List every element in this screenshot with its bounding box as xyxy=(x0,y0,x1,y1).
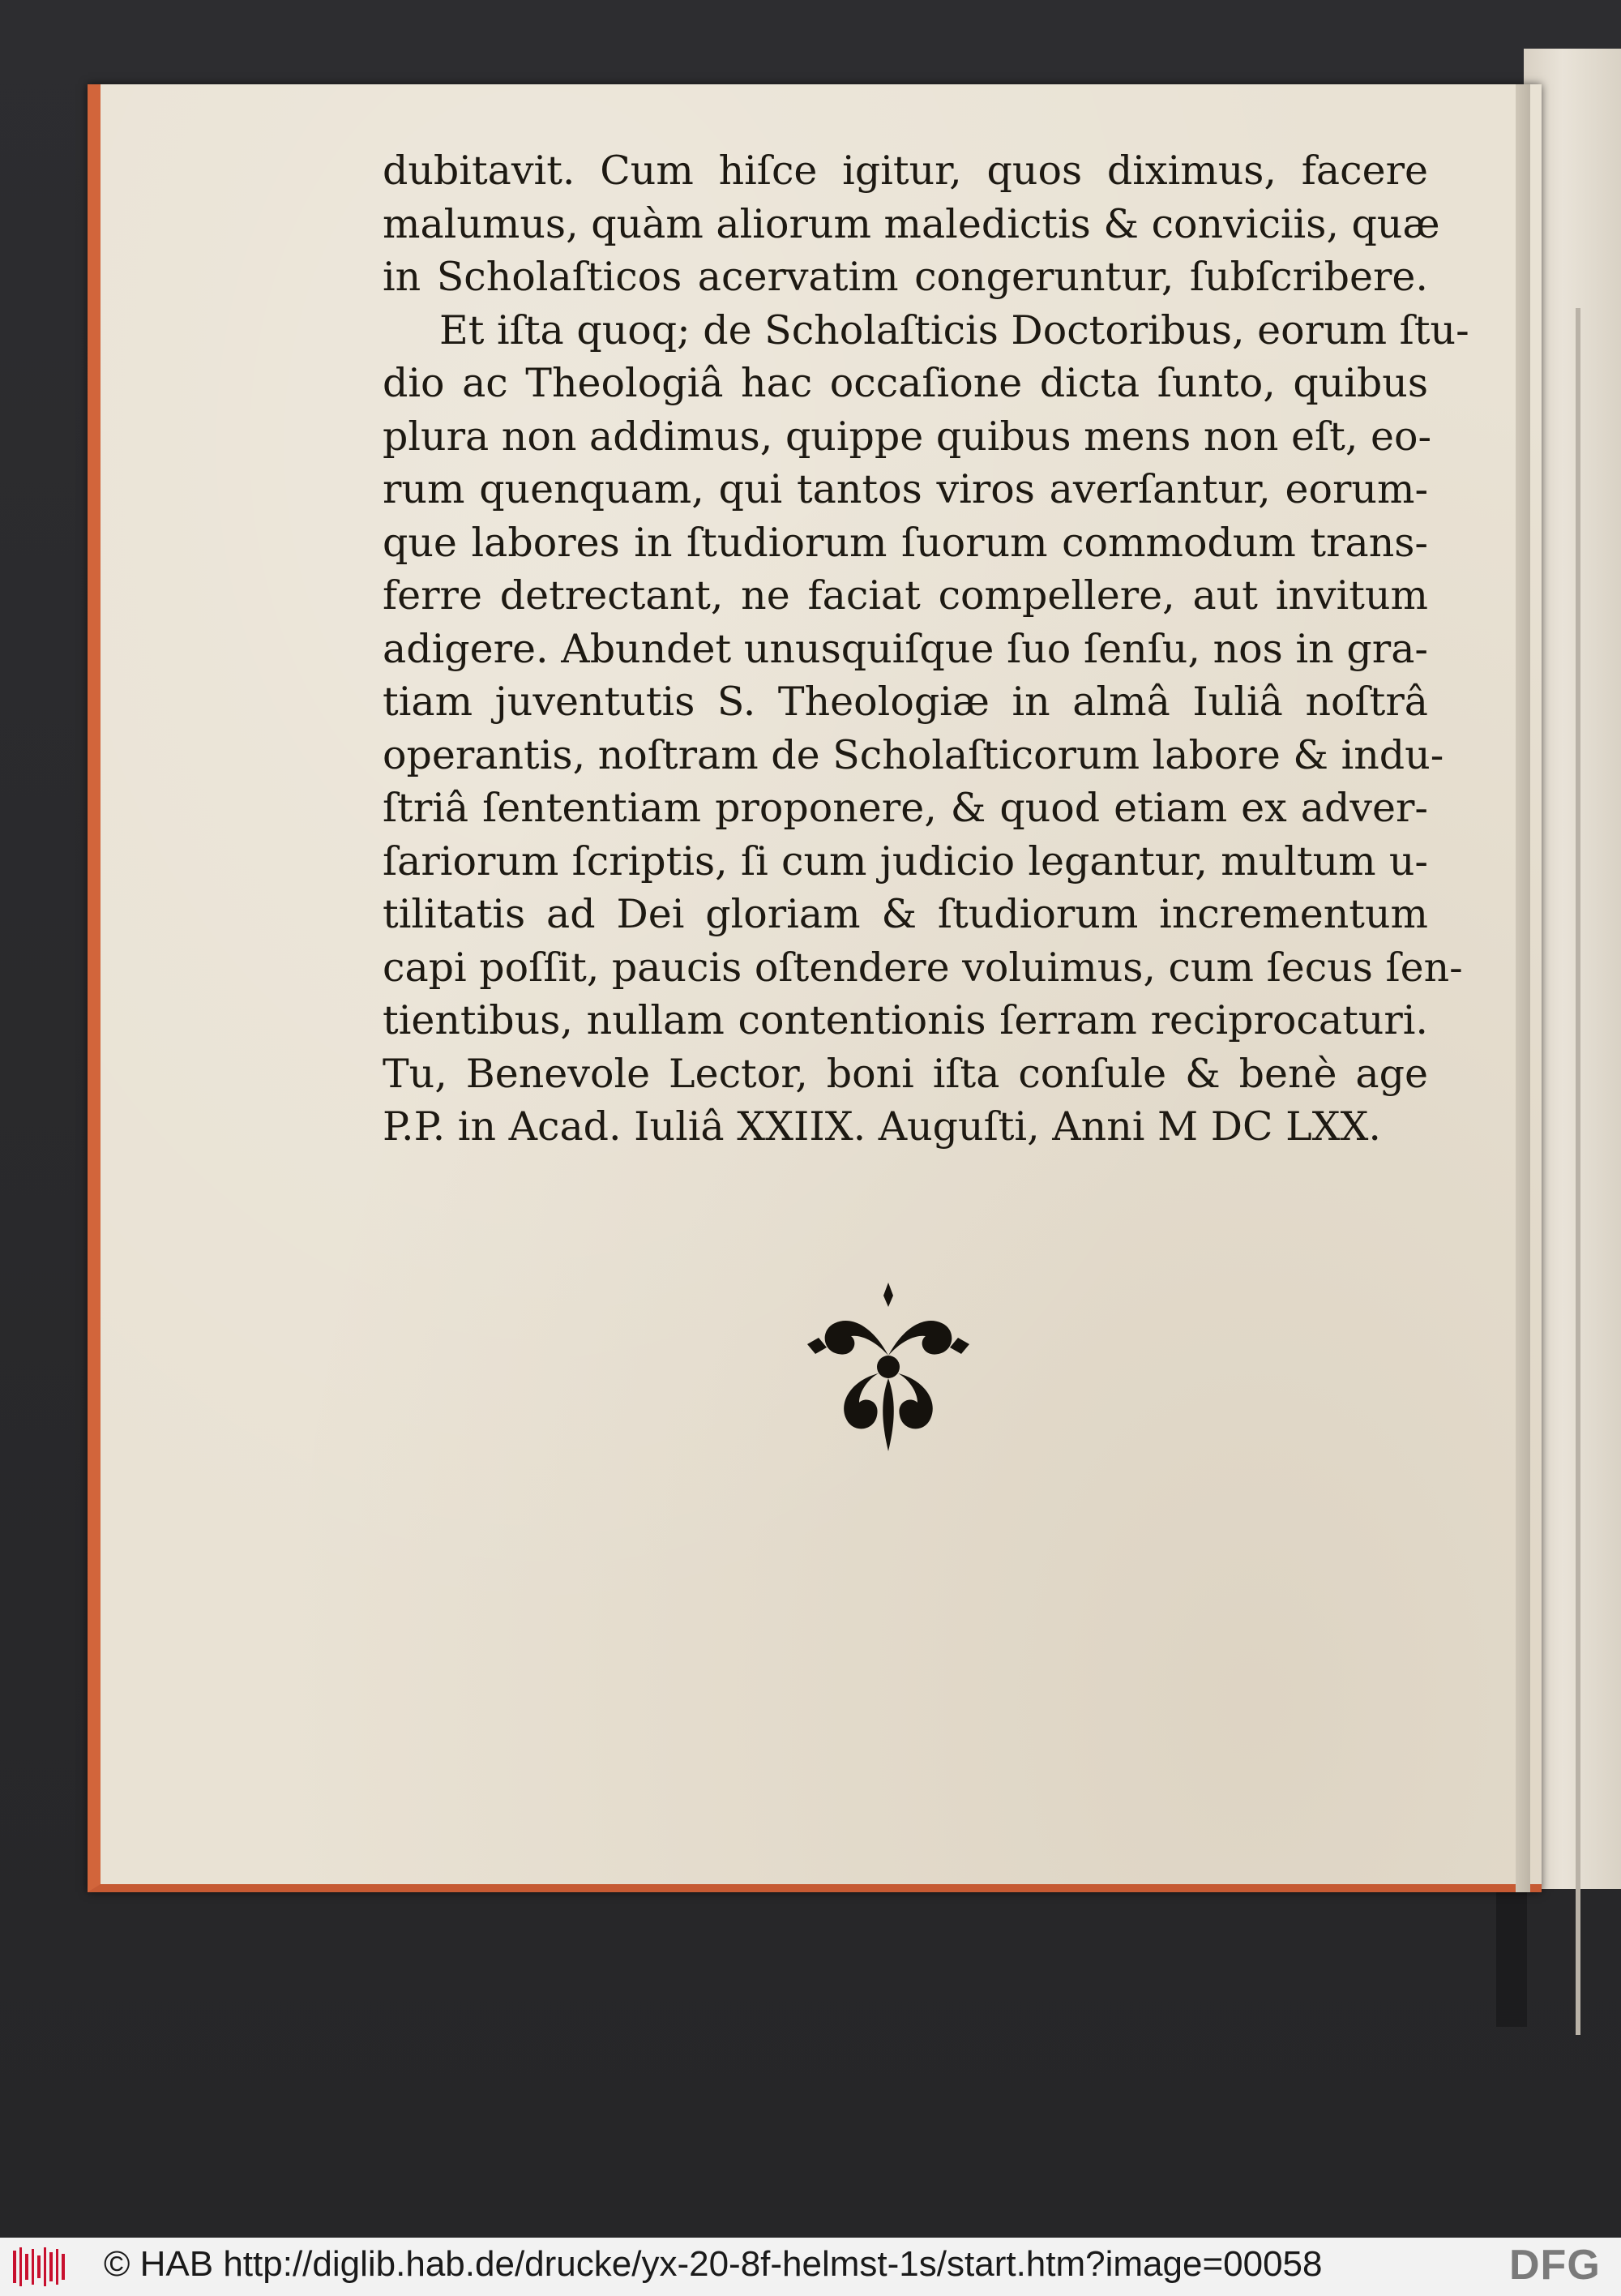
text-line: tiam juventutis S. Theologiæ in almâ Iuliâ noſtrâ xyxy=(383,679,1428,725)
text-line: ſtriâ ſententiam proponere, & quod etiam ex adver- xyxy=(383,785,1428,831)
page-gutter xyxy=(1516,84,1530,1892)
text-line: operantis, noſtram de Scholaſticorum labore & indu- xyxy=(383,731,1444,778)
text-line: dubitavit. Cum hiſce igitur, quos diximus, facere xyxy=(383,148,1428,194)
copyright-url[interactable]: © HAB http://diglib.hab.de/drucke/yx-20-8f-helmst-1s/start.htm?image=00058 xyxy=(104,2244,1323,2284)
text-line: tientibus, nullam contentionis ſerram reciprocaturi. xyxy=(383,997,1428,1043)
text-line: rum quenquam, qui tantos viros averſantur, eorum- xyxy=(383,466,1428,512)
text-line: malumus, quàm aliorum maledictis & conviciis, quæ xyxy=(383,200,1440,247)
text-line: Et iſta quoq; de Scholaſticis Doctoribus, eorum ſtu- xyxy=(439,306,1469,353)
hab-barcode-logo-icon xyxy=(11,2246,68,2288)
text-line: in Scholaſticos acervatim congeruntur, ſubſcribere. xyxy=(383,254,1428,300)
text-line: capi poſſit, paucis oſtendere voluimus, cum ſecus ſen- xyxy=(383,944,1463,991)
page-text xyxy=(383,144,1469,1154)
text-line: dio ac Theologiâ hac occaſione dicta ſunto, quibus xyxy=(383,360,1428,406)
adjacent-page-edge xyxy=(1576,308,1580,2035)
fleuron-ornament-icon xyxy=(802,1279,974,1454)
text-line: tilitatis ad Dei gloriam & ſtudiorum incrementum xyxy=(383,891,1428,937)
dfg-logo: DFG xyxy=(1509,2242,1601,2289)
text-line: P.P. in Acad. Iuliâ XXIIX. Auguſti, Anni M DC LXX. xyxy=(383,1103,1381,1150)
text-line: ſariorum ſcriptis, ſi cum judicio legantur, multum u- xyxy=(383,837,1428,885)
text-line: ferre detrectant, ne faciat compellere, aut invitum xyxy=(383,572,1428,619)
text-line: que labores in ſtudiorum ſuorum commodum trans- xyxy=(383,519,1428,566)
text-line: Tu, Benevole Lector, boni iſta conſule & benè age xyxy=(383,1050,1428,1097)
text-line: plura non addimus, quippe quibus mens non eſt, eo- xyxy=(383,413,1432,460)
text-line: adigere. Abundet unusquiſque ſuo ſenſu, nos in gra- xyxy=(383,625,1428,672)
